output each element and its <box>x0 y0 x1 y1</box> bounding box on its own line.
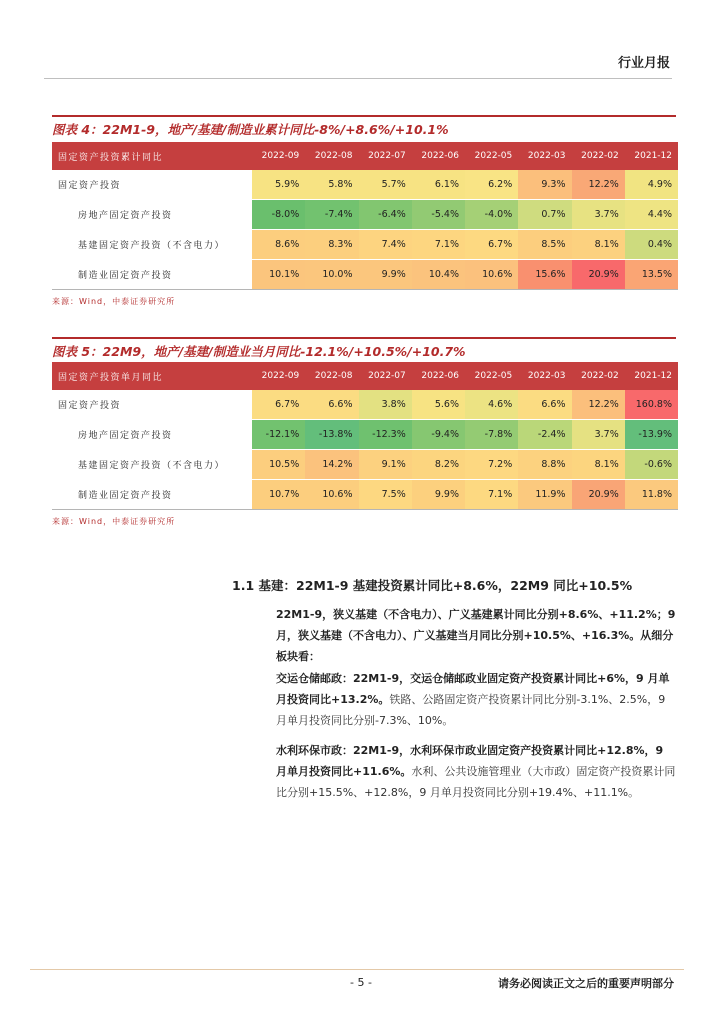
column-header: 2021-12 <box>625 362 678 390</box>
table-cell: 10.4% <box>412 260 465 290</box>
column-header: 2022-05 <box>465 362 518 390</box>
figure-5-title-text: 图表 5：22M9，地产/基建/制造业当月同比-12.1%/+10.5%/+10.7% <box>52 344 466 359</box>
paragraph-water-env <box>276 740 676 803</box>
report-type-label: 行业月报 <box>617 56 670 71</box>
table-cell: 15.6% <box>518 260 571 290</box>
table-cell: 11.8% <box>625 480 678 510</box>
table-row <box>52 390 678 420</box>
table-cell: 3.8% <box>359 390 412 420</box>
table-cell: 8.1% <box>572 450 625 480</box>
table-header-label: 固定资产投资累计同比 <box>52 142 252 170</box>
row-label: 固定资产投资 <box>52 390 252 420</box>
table-cell: 5.8% <box>305 170 358 200</box>
figure-4-title <box>52 120 676 138</box>
table-cell: 8.2% <box>412 450 465 480</box>
paragraph-transport-text: 铁路、公路固定资产投资累计同比分别-3.1%、2.5%，9 月单月投资同比分别-7.3%、10%。 <box>276 693 666 727</box>
table-cell: 11.9% <box>518 480 571 510</box>
row-label: 房地产固定资产投资 <box>52 200 252 230</box>
paragraph-overview <box>276 604 676 667</box>
row-label: 制造业固定资产投资 <box>52 260 252 290</box>
figure-5-title <box>52 342 676 360</box>
table-cell: 7.4% <box>359 230 412 260</box>
table-cell: 9.3% <box>518 170 571 200</box>
table-row <box>52 450 678 480</box>
figure-4-table <box>52 142 678 290</box>
figure-5-table <box>52 362 678 510</box>
table-row <box>52 230 678 260</box>
table-cell: 10.6% <box>465 260 518 290</box>
table-row <box>52 480 678 510</box>
table-cell: -8.0% <box>252 200 305 230</box>
table-header-row <box>52 142 678 170</box>
table-cell: 6.7% <box>252 390 305 420</box>
table-cell: -12.3% <box>359 420 412 450</box>
table-header-row <box>52 362 678 390</box>
column-header: 2022-09 <box>252 362 305 390</box>
table-cell: 8.1% <box>572 230 625 260</box>
disclaimer-note: 请务必阅读正文之后的重要声明部分 <box>498 977 674 990</box>
table-cell: 6.6% <box>305 390 358 420</box>
table-cell: 0.4% <box>625 230 678 260</box>
table-cell: -4.0% <box>465 200 518 230</box>
table-row <box>52 170 678 200</box>
figure-4-title-rule <box>52 115 676 117</box>
row-label: 制造业固定资产投资 <box>52 480 252 510</box>
table-cell: 10.1% <box>252 260 305 290</box>
table-cell: -5.4% <box>412 200 465 230</box>
table-cell: 8.6% <box>252 230 305 260</box>
figure-4-title-text: 图表 4：22M1-9，地产/基建/制造业累计同比-8%/+8.6%/+10.1% <box>52 122 449 137</box>
table-cell: 3.7% <box>572 200 625 230</box>
table-cell: -13.9% <box>625 420 678 450</box>
table-cell: 5.9% <box>252 170 305 200</box>
table-cell: -9.4% <box>412 420 465 450</box>
column-header: 2022-08 <box>305 142 358 170</box>
table-cell: 3.7% <box>572 420 625 450</box>
figure-5-title-rule <box>52 337 676 339</box>
column-header: 2022-07 <box>359 362 412 390</box>
table-cell: 10.0% <box>305 260 358 290</box>
header-divider <box>44 78 672 79</box>
table-cell: 7.1% <box>465 480 518 510</box>
paragraph-overview-text: 22M1-9，狭义基建（不含电力）、广义基建累计同比分别+8.6%、+11.2%；9 月，狭义基建（不含电力）、广义基建当月同比分别+10.5%、+16.3%。从细分板块看： <box>276 608 676 663</box>
column-header: 2022-06 <box>412 142 465 170</box>
table-cell: 6.7% <box>465 230 518 260</box>
table-cell: 160.8% <box>625 390 678 420</box>
table-cell: 6.2% <box>465 170 518 200</box>
row-label: 房地产固定资产投资 <box>52 420 252 450</box>
table-cell: 14.2% <box>305 450 358 480</box>
table-cell: 8.3% <box>305 230 358 260</box>
table-cell: -6.4% <box>359 200 412 230</box>
table-cell: -2.4% <box>518 420 571 450</box>
table-cell: -12.1% <box>252 420 305 450</box>
table-cell: 7.2% <box>465 450 518 480</box>
column-header: 2022-09 <box>252 142 305 170</box>
table-cell: 12.2% <box>572 390 625 420</box>
column-header: 2022-07 <box>359 142 412 170</box>
table-cell: -0.6% <box>625 450 678 480</box>
column-header: 2022-06 <box>412 362 465 390</box>
table-cell: 6.6% <box>518 390 571 420</box>
table-cell: 20.9% <box>572 480 625 510</box>
table-cell: 8.5% <box>518 230 571 260</box>
table-cell: 10.7% <box>252 480 305 510</box>
table-cell: 5.7% <box>359 170 412 200</box>
table-cell: 9.1% <box>359 450 412 480</box>
table-cell: 0.7% <box>518 200 571 230</box>
table-row <box>52 260 678 290</box>
table-cell: -7.8% <box>465 420 518 450</box>
table-cell: 13.5% <box>625 260 678 290</box>
table-cell: 20.9% <box>572 260 625 290</box>
paragraph-transport-bold: 交运仓储邮政：22M1-9，交运仓储邮政业固定资产投资累计同比+6%，9 月单月投资同比+13.2%。 <box>276 672 670 706</box>
figure-5-source: 来源：Wind，中泰证券研究所 <box>52 517 176 526</box>
footer-divider <box>30 969 684 970</box>
table-cell: 4.6% <box>465 390 518 420</box>
table-cell: 4.9% <box>625 170 678 200</box>
column-header: 2022-08 <box>305 362 358 390</box>
paragraph-transport <box>276 668 676 731</box>
table-cell: 5.6% <box>412 390 465 420</box>
table-row <box>52 420 678 450</box>
table-cell: 6.1% <box>412 170 465 200</box>
paragraph-water-env-bold: 水利环保市政：22M1-9，水利环保市政业固定资产投资累计同比+12.8%，9 月单月投资同比+11.6%。 <box>276 744 664 778</box>
row-label: 固定资产投资 <box>52 170 252 200</box>
table-header-label: 固定资产投资单月同比 <box>52 362 252 390</box>
table-cell: 4.4% <box>625 200 678 230</box>
table-cell: 7.5% <box>359 480 412 510</box>
column-header: 2021-12 <box>625 142 678 170</box>
row-label: 基建固定资产投资（不含电力） <box>52 230 252 260</box>
table-cell: 9.9% <box>359 260 412 290</box>
row-label: 基建固定资产投资（不含电力） <box>52 450 252 480</box>
table-cell: 9.9% <box>412 480 465 510</box>
table-cell: 10.6% <box>305 480 358 510</box>
column-header: 2022-02 <box>572 362 625 390</box>
table-cell: -7.4% <box>305 200 358 230</box>
table-cell: 8.8% <box>518 450 571 480</box>
table-cell: 7.1% <box>412 230 465 260</box>
section-heading: 1.1 基建：22M1-9 基建投资累计同比+8.6%，22M9 同比+10.5% <box>232 578 633 593</box>
column-header: 2022-03 <box>518 362 571 390</box>
page-number: - 5 - <box>350 976 372 989</box>
column-header: 2022-03 <box>518 142 571 170</box>
column-header: 2022-02 <box>572 142 625 170</box>
table-cell: 12.2% <box>572 170 625 200</box>
table-row <box>52 200 678 230</box>
table-cell: -13.8% <box>305 420 358 450</box>
column-header: 2022-05 <box>465 142 518 170</box>
figure-4-source: 来源：Wind，中泰证券研究所 <box>52 297 176 306</box>
paragraph-water-env-text: 水利、公共设施管理业（大市政）固定资产投资累计同比分别+15.5%、+12.8%，9 月单月投资同比分别+19.4%、+11.1%。 <box>276 765 676 799</box>
table-cell: 10.5% <box>252 450 305 480</box>
